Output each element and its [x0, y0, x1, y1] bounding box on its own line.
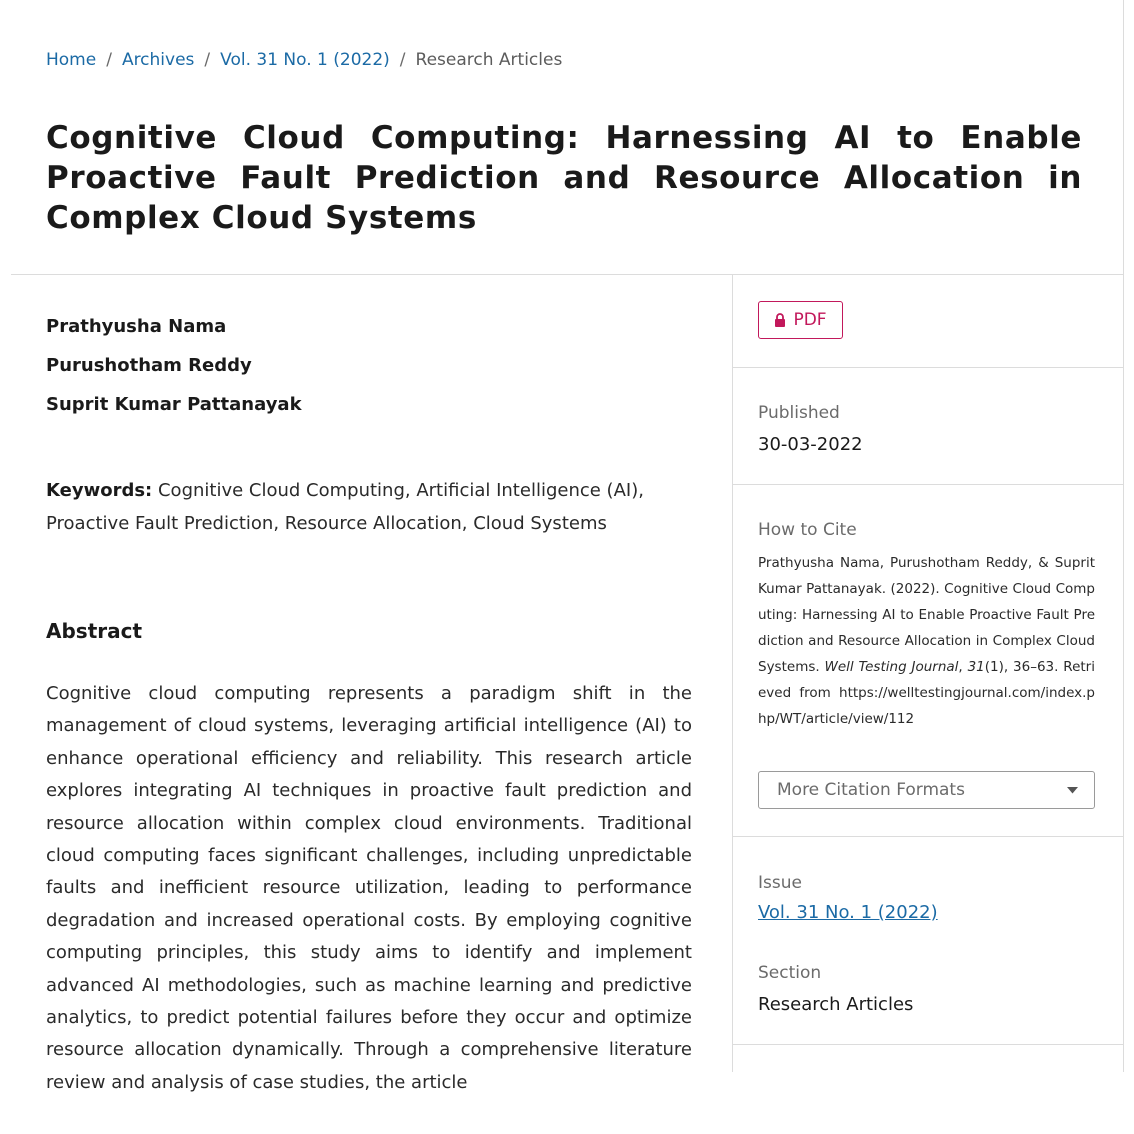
citation-formats-dropdown[interactable]	[758, 771, 1095, 809]
breadcrumb-issue-link[interactable]: Vol. 31 No. 1 (2022)	[220, 50, 390, 70]
how-to-cite-label: How to Cite	[758, 520, 857, 540]
author-list	[46, 314, 302, 431]
abstract-text: Cognitive cloud computing represents a paradigm shift in the management of cloud systems, leveraging artificial intelligence (AI) to enhance operational efficiency and reliability. This research article explores integrating AI techniques in proactive fault prediction and resource allocation within complex cloud environments. Traditional cloud computing faces significant challenges, including unpredictable faults and inefficient resource utilization, leading to performance degradation and increased operational costs. By employing cognitive computing principles, this study aims to identify and implement advanced AI methodologies, such as machine learning and predictive analytics, to predict potential failures before they occur and optimize resource allocation dynamically. Through a comprehensive literature review and analysis of case studies, the article	[46, 683, 692, 1093]
sidebar-divider	[733, 484, 1123, 485]
citation-authors-title: Prathyusha Nama, Purushotham Reddy, & Suprit Kumar Pattanayak. (2022). Cognitive Cloud Computing: Harnessing AI to Enable Proactive Fault Prediction and Resource Allocation in Complex Cloud Systems.	[758, 555, 1095, 675]
issue-label: Issue	[758, 873, 802, 893]
sidebar-divider	[733, 367, 1123, 368]
pdf-label: PDF	[793, 310, 827, 330]
caret-down-icon	[1067, 787, 1078, 794]
abstract-heading: Abstract	[46, 619, 143, 643]
article-title: Cognitive Cloud Computing: Harnessing AI to Enable Proactive Fault Prediction and Resource Allocation in Complex Cloud Systems	[46, 120, 1082, 236]
author-name: Purushotham Reddy	[46, 355, 252, 376]
issue-link[interactable]: Vol. 31 No. 1 (2022)	[758, 902, 938, 923]
citation-text	[758, 550, 1095, 732]
citation-journal: Well Testing Journal	[824, 659, 959, 675]
citation-issue-pages: (1), 36–63. Retrieved from https://welltestingjournal.com/index.php/WT/article/view/112	[758, 659, 1095, 727]
header-divider	[11, 274, 1123, 275]
lock-icon	[774, 313, 786, 327]
citation-separator: ,	[958, 659, 968, 675]
author-name: Prathyusha Nama	[46, 316, 227, 337]
breadcrumb-archives-link[interactable]: Archives	[121, 50, 195, 70]
breadcrumb	[46, 50, 562, 70]
sidebar-divider	[733, 836, 1123, 837]
breadcrumb-separator: /	[399, 50, 406, 70]
breadcrumb-home-link[interactable]: Home	[46, 50, 97, 70]
published-date: 30-03-2022	[758, 434, 863, 455]
breadcrumb-separator: /	[106, 50, 112, 70]
section-value: Research Articles	[758, 994, 914, 1015]
section-label: Section	[758, 963, 822, 983]
keywords	[46, 474, 692, 540]
citation-formats-label: More Citation Formats	[777, 780, 965, 800]
published-label: Published	[758, 403, 840, 423]
pdf-download-button[interactable]	[758, 301, 843, 339]
keywords-label: Keywords:	[46, 480, 153, 501]
breadcrumb-separator: /	[204, 50, 211, 70]
sidebar-divider	[733, 1044, 1123, 1045]
breadcrumb-current: Research Articles	[415, 50, 563, 70]
column-divider	[732, 275, 733, 1072]
keywords-value: Cognitive Cloud Computing, Artificial Intelligence (AI), Proactive Fault Prediction, Resource Allocation, Cloud Systems	[46, 480, 644, 534]
author-name: Suprit Kumar Pattanayak	[46, 394, 302, 415]
citation-volume: 31	[967, 659, 985, 675]
